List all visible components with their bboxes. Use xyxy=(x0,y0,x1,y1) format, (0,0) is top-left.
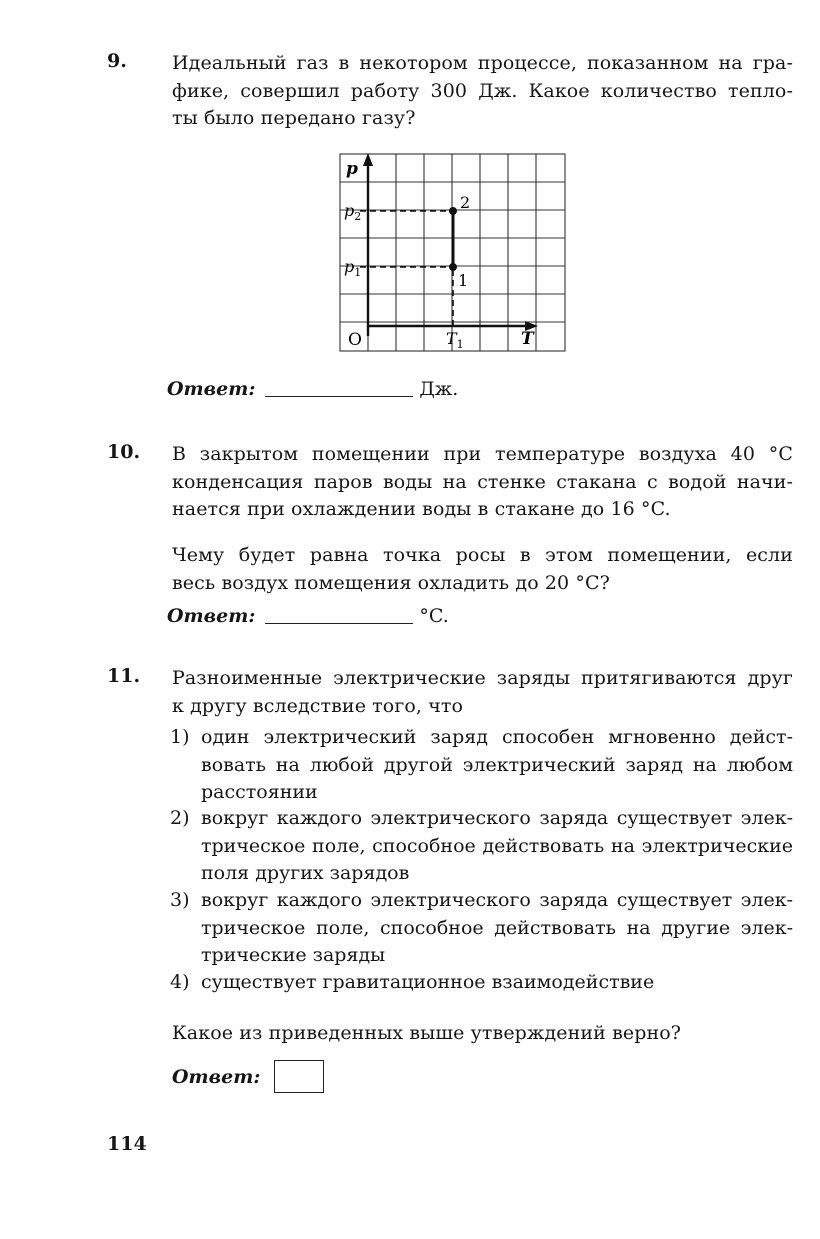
point-1-label: 1 xyxy=(458,271,469,290)
answer-unit: °C. xyxy=(419,605,449,627)
option-line: трические заряды xyxy=(201,944,386,966)
question-11-line-1: Разноименные электрические заряды притягиваются друг xyxy=(172,667,793,689)
option-label: 3) xyxy=(170,889,190,911)
answer-blank[interactable] xyxy=(265,605,413,624)
p2-label: $p_2$ xyxy=(344,201,362,223)
option-label: 2) xyxy=(170,807,190,829)
question-9-line-3: ты было передано газу? xyxy=(172,107,416,129)
question-11-number: 11. xyxy=(107,665,141,687)
question-10-number: 10. xyxy=(107,441,141,463)
question-9-answer xyxy=(167,378,458,400)
question-10-line-3: нается при охлаждении воды в стакане до 16 °C. xyxy=(172,498,671,520)
option-line: вовать на любой другой электрический заряд на любом xyxy=(201,753,793,776)
question-9-text xyxy=(172,50,793,133)
question-10-line-1: В закрытом помещении при температуре воздуха 40 °C xyxy=(172,443,793,465)
pt-diagram xyxy=(330,150,570,360)
option-line: поля других зарядов xyxy=(201,862,410,884)
question-9-number: 9. xyxy=(107,50,127,72)
question-9-line-2: фике, совершил работу 300 Дж. Какое количество тепло- xyxy=(172,79,793,102)
page-number: 114 xyxy=(107,1133,147,1155)
option-label: 4) xyxy=(170,971,190,993)
point-2 xyxy=(449,207,457,215)
question-10-followup xyxy=(172,542,793,597)
option-line: трическое поле, способное действовать на другие элек- xyxy=(201,916,793,939)
origin-label: O xyxy=(348,330,362,350)
question-10-followup-line-2: весь воздух помещения охладить до 20 °C? xyxy=(172,571,610,594)
question-9-line-1: Идеальный газ в некотором процессе, показанном на гра- xyxy=(172,52,793,74)
point-1 xyxy=(449,263,457,271)
question-10-followup-line-1: Чему будет равна точка росы в этом помещении, если xyxy=(172,544,793,566)
question-11-prompt: Какое из приведенных выше утверждений верно? xyxy=(172,1022,682,1044)
option-line: вокруг каждого электрического заряда существует элек- xyxy=(201,889,793,911)
answer-label: Ответ: xyxy=(167,378,256,400)
answer-label: Ответ: xyxy=(172,1066,261,1088)
question-10-text xyxy=(172,441,793,524)
option-line: расстоянии xyxy=(201,781,318,803)
answer-label: Ответ: xyxy=(167,605,256,627)
x-axis-label: T xyxy=(521,329,534,349)
question-10-line-2: конденсация паров воды на стенке стакана с водой начи- xyxy=(172,470,793,493)
answer-box[interactable] xyxy=(274,1060,324,1093)
y-axis-label: p xyxy=(346,159,358,179)
option-line: вокруг каждого электрического заряда существует элек- xyxy=(201,807,793,829)
question-10-answer xyxy=(167,605,449,627)
point-2-label: 2 xyxy=(460,193,471,212)
y-axis-arrow-icon xyxy=(363,153,373,166)
option-label: 1) xyxy=(170,726,190,748)
answer-unit: Дж. xyxy=(419,378,459,400)
question-11-line-2: к другу вследствие того, что xyxy=(172,694,464,717)
p1-label: $p_1$ xyxy=(344,257,362,279)
question-11-answer xyxy=(172,1066,260,1088)
t1-label: $T_1$ xyxy=(446,329,464,351)
question-11-text xyxy=(172,665,793,720)
option-line: трическое поле, способное действовать на электрические xyxy=(201,834,793,857)
option-line: существует гравитационное взаимодействие xyxy=(201,971,655,993)
answer-blank[interactable] xyxy=(265,378,413,397)
option-line: один электрический заряд способен мгновенно дейст- xyxy=(201,726,793,748)
